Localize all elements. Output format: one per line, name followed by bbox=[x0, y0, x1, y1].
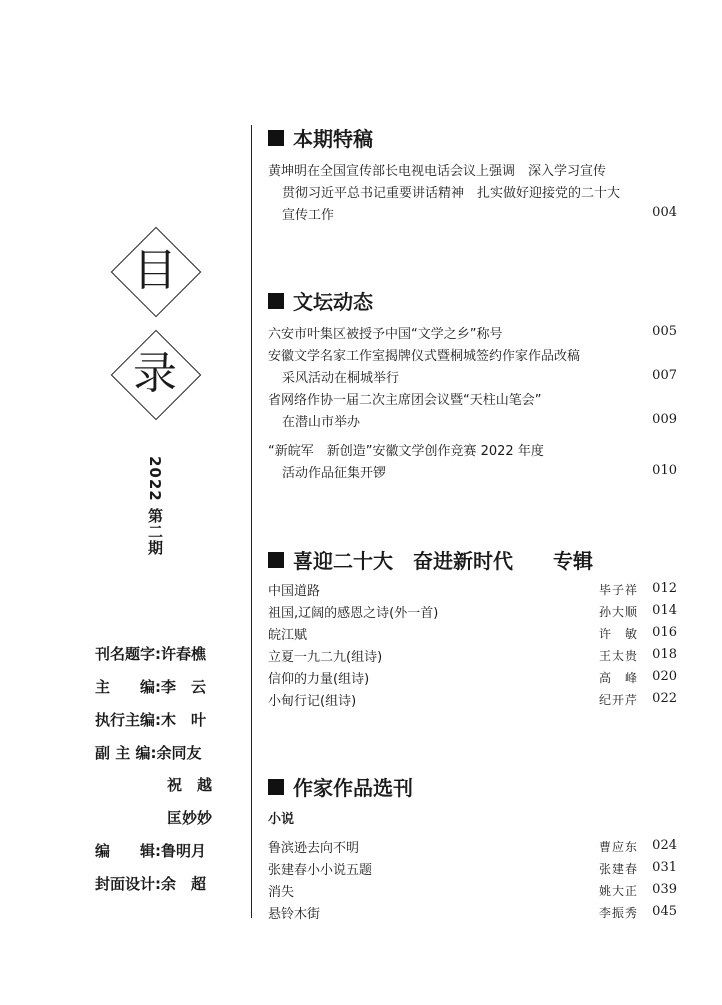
square-bullet-icon bbox=[268, 552, 284, 568]
author-name: 王太贵 bbox=[598, 649, 638, 663]
author-name: 孙大顺 bbox=[598, 605, 638, 619]
toc-entry[interactable]: 小甸行记(组诗) bbox=[268, 694, 357, 709]
toc-entry[interactable]: 活动作品征集开锣 bbox=[282, 466, 387, 481]
author-name: 李振秀 bbox=[598, 906, 638, 920]
credit-line: 匡妙妙 bbox=[167, 809, 213, 827]
page-number: 014 bbox=[652, 603, 677, 618]
section-title bbox=[268, 545, 593, 574]
author-name: 毕子祥 bbox=[598, 583, 638, 597]
section-title-text: 作家作品选刊 bbox=[293, 776, 413, 800]
author-name: 张建春 bbox=[598, 862, 638, 876]
page-number: 020 bbox=[652, 669, 677, 684]
page-number: 031 bbox=[652, 860, 677, 875]
page-number: 045 bbox=[652, 904, 677, 919]
toc-entry[interactable]: 悬铃木街 bbox=[268, 907, 321, 922]
toc-entry[interactable]: 鲁滨逊去向不明 bbox=[268, 841, 360, 856]
credit-line: 刊名题字:许春樵 bbox=[95, 645, 206, 663]
section-title-text: 文坛动态 bbox=[293, 290, 373, 314]
toc-entry[interactable]: 安徽文学名家工作室揭牌仪式暨桐城签约作家作品改稿 bbox=[268, 349, 581, 364]
toc-entry[interactable]: 立夏一九二九(组诗) bbox=[268, 650, 383, 665]
section-title bbox=[268, 286, 373, 315]
page-number: 022 bbox=[652, 691, 677, 706]
toc-entry[interactable]: 贯彻习近平总书记重要讲话精神 扎实做好迎接党的二十大 bbox=[282, 186, 621, 201]
square-bullet-icon bbox=[268, 130, 284, 146]
title-char-lu: 录 bbox=[133, 348, 177, 399]
page-number: 007 bbox=[652, 368, 677, 383]
credit-line: 副 主 编:余同友 bbox=[95, 744, 202, 762]
toc-entry[interactable]: 省网络作协一届二次主席团会议暨“天柱山笔会” bbox=[268, 393, 542, 408]
author-name: 许 敏 bbox=[598, 627, 638, 641]
subsection-label: 小说 bbox=[268, 812, 295, 827]
toc-entry[interactable]: 信仰的力量(组诗) bbox=[268, 672, 370, 687]
page-number: 010 bbox=[652, 463, 677, 478]
section-title-text: 本期特稿 bbox=[293, 127, 373, 151]
credit-line: 祝 越 bbox=[167, 776, 213, 794]
author-name: 纪开芹 bbox=[598, 693, 638, 707]
page-number: 009 bbox=[652, 412, 677, 427]
page-number: 024 bbox=[652, 838, 677, 853]
section-title bbox=[268, 772, 413, 801]
toc-entry[interactable]: 在潜山市举办 bbox=[282, 415, 361, 430]
page-number: 016 bbox=[652, 625, 677, 640]
toc-entry[interactable]: 皖江赋 bbox=[268, 628, 308, 643]
credit-line: 主 编:李 云 bbox=[95, 678, 206, 696]
issue-number: 2022 第二期 bbox=[146, 456, 164, 556]
toc-entry[interactable]: 采风活动在桐城举行 bbox=[282, 371, 400, 386]
page-number: 005 bbox=[652, 324, 677, 339]
author-name: 姚大正 bbox=[598, 884, 638, 898]
section-title-text: 喜迎二十大 奋进新时代 专辑 bbox=[293, 549, 593, 573]
author-name: 曹应东 bbox=[598, 840, 638, 854]
credit-line: 编 辑:鲁明月 bbox=[95, 842, 206, 860]
toc-entry[interactable]: 中国道路 bbox=[268, 584, 321, 599]
toc-entry[interactable]: 张建春小小说五题 bbox=[268, 863, 373, 878]
toc-entry[interactable]: 消失 bbox=[268, 885, 295, 900]
section-title bbox=[268, 123, 373, 152]
page-number: 039 bbox=[652, 882, 677, 897]
credit-line: 封面设计:余 超 bbox=[95, 875, 206, 893]
toc-entry[interactable]: 宣传工作 bbox=[282, 208, 335, 223]
toc-entry[interactable]: “新皖军 新创造”安徽文学创作竞赛 2022 年度 bbox=[268, 444, 544, 459]
title-char-mu: 目 bbox=[133, 245, 177, 296]
credit-line: 执行主编:木 叶 bbox=[95, 711, 206, 729]
page-number: 018 bbox=[652, 647, 677, 662]
toc-entry[interactable]: 六安市叶集区被授予中国“文学之乡”称号 bbox=[268, 327, 503, 342]
column-divider bbox=[251, 125, 252, 918]
toc-entry[interactable]: 黄坤明在全国宣传部长电视电话会议上强调 深入学习宣传 bbox=[268, 164, 607, 179]
page-number: 012 bbox=[652, 581, 677, 596]
square-bullet-icon bbox=[268, 779, 284, 795]
author-name: 高 峰 bbox=[598, 671, 638, 685]
page-number: 004 bbox=[652, 205, 677, 220]
square-bullet-icon bbox=[268, 293, 284, 309]
toc-entry[interactable]: 祖国,辽阔的感恩之诗(外一首) bbox=[268, 606, 439, 621]
